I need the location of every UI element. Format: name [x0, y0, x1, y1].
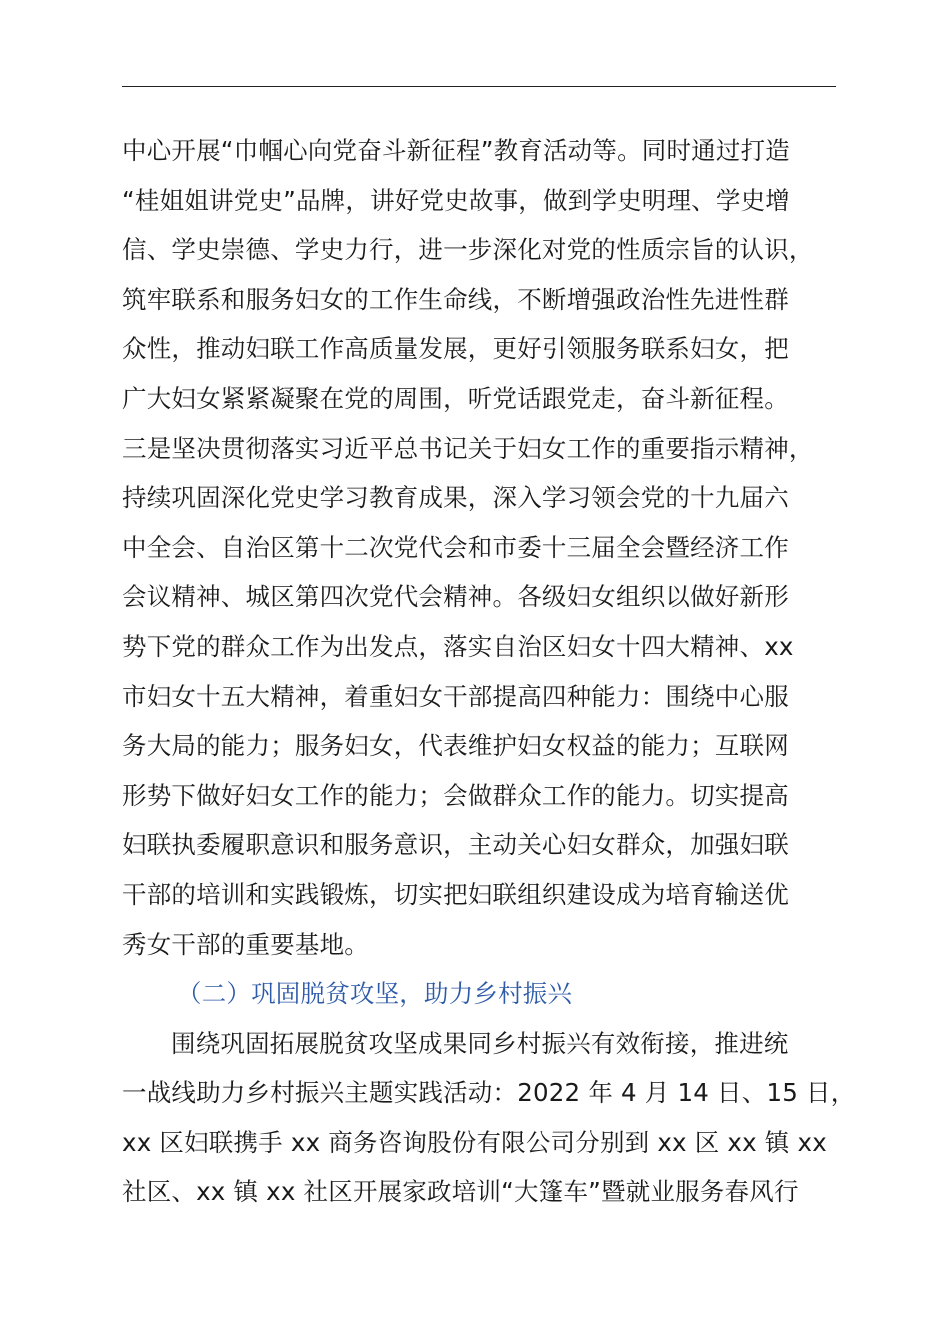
text-line: 围绕巩固拓展脱贫攻坚成果同乡村振兴有效衔接，推进统 — [171, 1028, 789, 1058]
text-line: 干部的培训和实践锻炼，切实把妇联组织建设成为培育输送优 — [122, 879, 789, 909]
text-line: 市妇女十五大精神，着重妇女干部提高四种能力：围绕中心服 — [122, 681, 789, 711]
section-heading: （二）巩固脱贫攻坚，助力乡村振兴 — [177, 979, 573, 1009]
text-line: “桂姐姐讲党史”品牌，讲好党史故事，做到学史明理、学史增 — [122, 185, 790, 215]
text-line: 妇联执委履职意识和服务意识，主动关心妇女群众，加强妇联 — [122, 830, 789, 860]
text-line: 广大妇女紧紧凝聚在党的周围，听党话跟党走，奋斗新征程。 — [122, 383, 789, 413]
text-line: 三是坚决贯彻落实习近平总书记关于妇女工作的重要指示精神， — [122, 433, 814, 463]
text-line: 中心开展“巾帼心向党奋斗新征程”教育活动等。同时通过打造 — [122, 136, 790, 165]
text-line: 形势下做好妇女工作的能力；会做群众工作的能力。切实提高 — [122, 780, 789, 810]
text-line: 信、学史崇德、学史力行，进一步深化对党的性质宗旨的认识， — [122, 235, 814, 265]
text-line: 会议精神、城区第四次党代会精神。各级妇女组织以做好新形 — [122, 582, 789, 612]
text-line: 众性，推动妇联工作高质量发展，更好引领服务联系妇女，把 — [122, 334, 789, 364]
text-line: xx 区妇联携手 xx 商务咨询股份有限公司分别到 xx 区 xx 镇 xx — [122, 1127, 827, 1157]
text-line: 持续巩固深化党史学习教育成果，深入学习领会党的十九届六 — [122, 483, 789, 513]
text-line: 势下党的群众工作为出发点，落实自治区妇女十四大精神、xx — [122, 631, 794, 661]
text-line: 务大局的能力；服务妇女，代表维护妇女权益的能力；互联网 — [122, 731, 789, 761]
text-line: 社区、xx 镇 xx 社区开展家政培训“大篷车”暨就业服务春风行 — [122, 1177, 799, 1207]
document-body — [122, 126, 862, 1217]
text-line: 中全会、自治区第十二次党代会和市委十三届全会暨经济工作 — [122, 532, 789, 562]
text-line: 筑牢联系和服务妇女的工作生命线，不断增强政治性先进性群 — [122, 284, 789, 314]
header-rule — [122, 86, 836, 87]
text-line: 秀女干部的重要基地。 — [122, 929, 369, 959]
text-line: 一战线助力乡村振兴主题实践活动：2022 年 4 月 14 日、15 日， — [122, 1078, 856, 1108]
